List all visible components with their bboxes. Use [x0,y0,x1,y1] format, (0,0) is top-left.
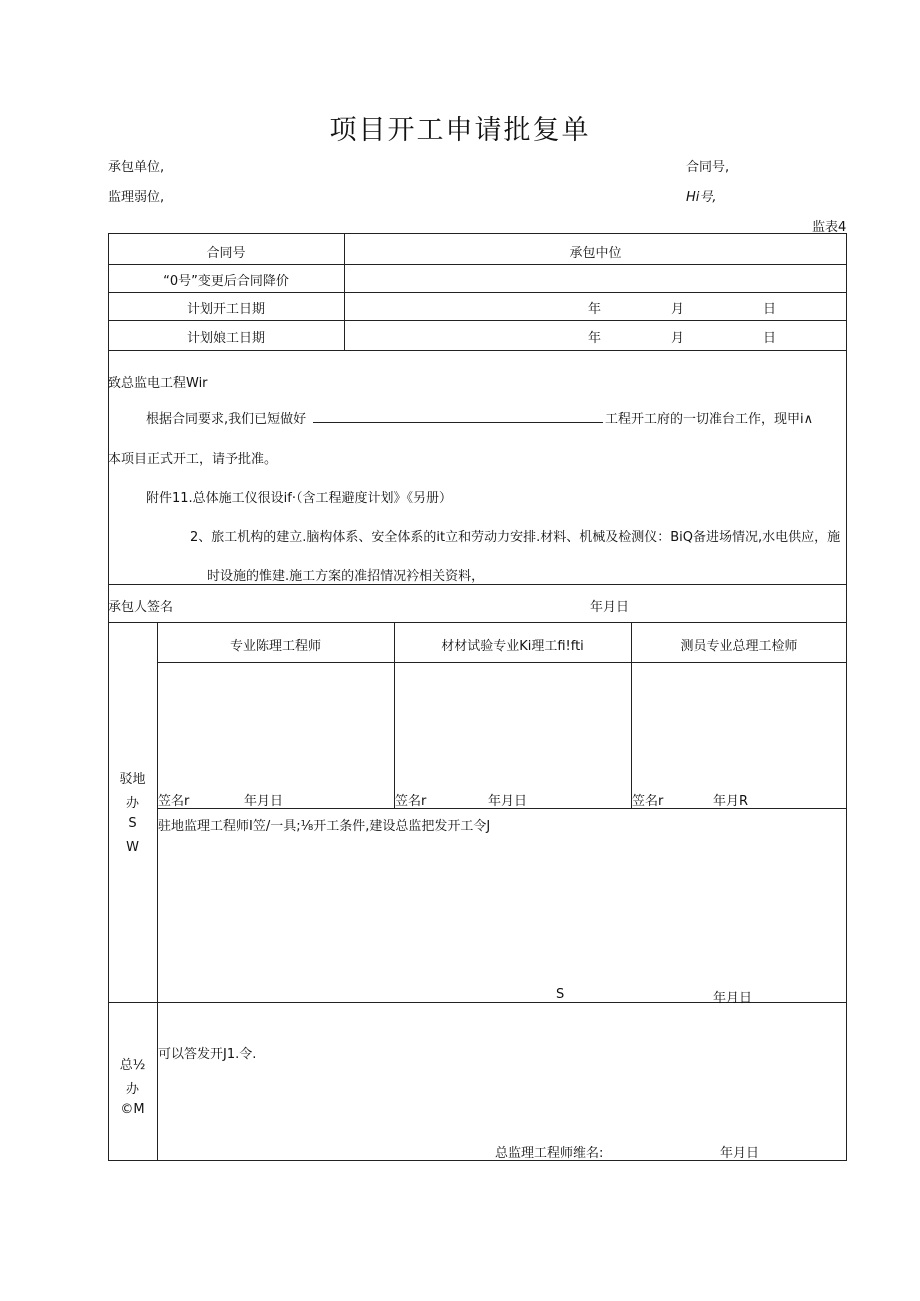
chief-side-label-1: 总½ [119,1058,146,1073]
start-day: 日 [763,302,777,317]
site-opinion: 驻地监理工程师I笠/一具;⅛开工条件,建设总监把发开工令J [158,819,491,834]
form-table [108,233,847,1161]
col2-title: 材材试验专业Ki理工fi!fti [441,639,584,654]
form-code: 监表4 [812,220,847,235]
review-side-label-3: S [128,816,137,831]
chief-signer: 总监理工程师维名: [495,1146,604,1161]
finish-day: 日 [763,331,777,346]
finish-month: 月 [671,331,685,346]
rule [108,264,847,265]
contractor-date: 年月日 [590,600,630,615]
attachment-1: 附件11.总体施工仪很设if·（含工程避度计划》《另册） [146,491,452,506]
review-side-label-1: 驳地 [119,772,146,787]
col3-date: 年月R [713,794,749,809]
col3-sign: 笠名r [632,794,664,809]
finish-year: 年 [588,331,602,346]
contractor-signer: 承包人签名 [108,600,174,615]
col3-title: 测员专业总理工检师 [680,639,798,654]
review-side-label-4: W [126,840,139,855]
chief-side-label-3: ©M [120,1102,145,1117]
start-month: 月 [671,302,685,317]
contractor-unit-cell: 承包中位 [569,246,622,261]
planned-start-cell: 计划开工日期 [186,302,265,317]
contract-no-label: 合同号, [686,160,730,175]
attachment-2-line2: 时设施的惟建.施工方案的准招情况衿相关资料， [207,569,485,584]
number-label: Hi号, [686,190,717,205]
page-title: 项目开工申请批复单 [329,115,591,146]
planned-finish-cell: 计划娘工日期 [186,331,265,346]
changed-price-cell: “0号”变更后合同降价 [163,274,289,289]
rule [108,292,847,293]
rule [157,662,847,663]
rule [108,350,847,351]
chief-opinion: 可以答发开J1.令. [158,1047,257,1062]
rule [157,622,158,1161]
review-side-label-2: 办 [125,796,139,811]
col2-date: 年月日 [488,794,528,809]
contractor-label: 承包单位, [108,160,165,175]
project-name-blank [313,422,603,423]
contract-no-cell: 合同号 [206,246,246,261]
rule [108,622,847,623]
col1-title: 专业陈理工程师 [229,639,321,654]
col1-date: 年月日 [244,794,284,809]
chief-date: 年月日 [720,1146,760,1161]
col1-sign: 笠名r [158,794,190,809]
col2-sign: 笠名r [395,794,427,809]
application-to: 致总监电工程Wir [108,376,208,391]
application-line1-suffix: 工程开工府的一切准台工作，现甲i∧ [605,412,814,427]
attachment-2-line1: 2、旅工机构的建立.脑构体系、安全体系的it立和劳动力安排.材料、机械及检测仪：BiQ备进场情况,水电供应，施 [190,530,841,545]
rule [108,320,847,321]
application-line1-prefix: 根据合同要求,我们已短做好 [146,412,307,427]
site-sign: S [556,987,565,1002]
chief-side-label-2: 办 [125,1082,139,1097]
site-date: 年月日 [713,991,753,1006]
supervisor-label: 监理弱位, [108,190,165,205]
application-line2: 本项目正式开工，请予批准。 [108,452,278,467]
rule [108,584,847,585]
start-year: 年 [588,302,602,317]
